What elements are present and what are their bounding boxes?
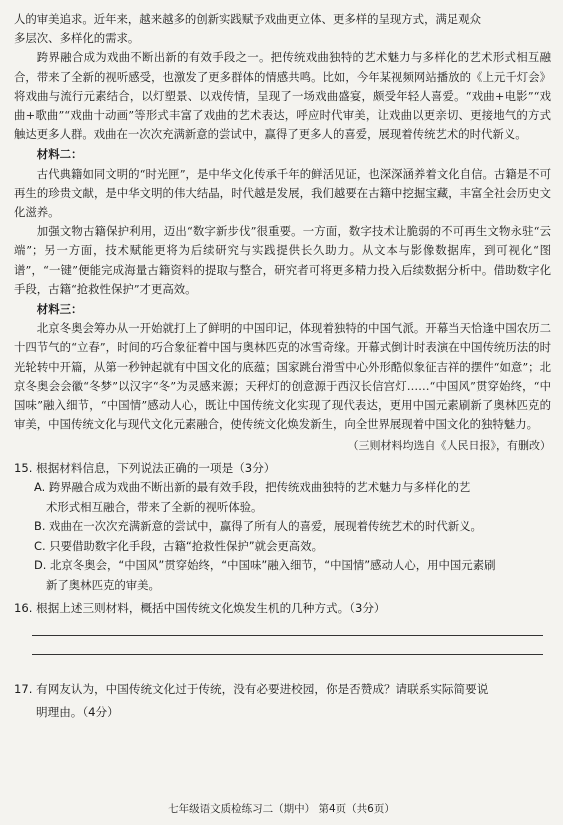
material-1-continuation [14,10,551,144]
option-a-line-2: 术形式相互融合，带来了全新的视听体验。 [46,499,263,514]
question-16-stem: 16. 根据上述三则材料，概括中国传统文化焕发生机的几种方式。（3分） [14,601,386,616]
option-c: C. 只要借助数字化手段，古籍“抢救性保护”就会更高效。 [34,538,323,553]
material-2-paragraph-1: 古代典籍如同文明的“时光匣”，是中华文化传承千年的鲜活见证，也深深涵养着文化自信。古籍是不可再生的珍贵文献，是中华文明的伟大结晶，时代越是发展，我们越要在古籍中挖掘宝藏，丰富全社会历史文化滋养。 [14,166,551,220]
material-1-line-1: 人的审美追求。近年来，越来越多的创新实践赋予戏曲更立体、更多样的呈现方式，满足观众 [14,12,482,26]
question-15-stem: 15. 根据材料信息，下列说法正确的一项是（3分） [14,461,276,476]
material-1-line-2: 多层次、多样化的需求。 [14,31,140,46]
answer-line-2[interactable] [32,654,543,655]
material-2-paragraph-2: 加强文物古籍保护利用，迈出“数字新步伐”很重要。一方面，数字技术让脆弱的不可再生文物永驻“云端”；另一方面，技术赋能更将为后续研究与实践提供长久助力。从文本与影像数据库，到可视化“图谱”，“一键”便能完成海量古籍资料的提取与整合，研究者可将更多精力投入后续数据分析中。借助数字化手段，古籍“抢救性保护”才更高效。 [14,224,551,296]
question-17-line-2: 明理由。（4分） [36,705,119,720]
material-3-heading: 材料三： [36,302,83,317]
question-17 [14,679,551,722]
option-b: B. 戏曲在一次次充满新意的尝试中，赢得了所有人的喜爱，展现着传统艺术的时代新义。 [34,519,482,534]
material-2 [14,145,551,299]
material-1-paragraph-2: 跨界融合成为戏曲不断出新的有效手段之一。把传统戏曲独特的艺术魅力与多样化的艺术形式相互融合，带来了全新的视听感受，也激发了更多群体的情感共鸣。比如，今年某视频网站播放的《上元千灯会》将戏曲与流行元素结合，以灯塑景、以戏传情，呈现了一场戏曲盛宴，颇受年轻人喜爱。“戏曲+电影”“戏曲+歌曲”“戏曲十动画”等形式丰富了戏曲的艺术表达，呼应时代审美，让戏曲以更亲切、更接地气的方式触达更多人群。戏曲在一次次充满新意的尝试中，赢得了更多人的喜爱，展现着传统艺术的时代新义。 [14,50,551,142]
material-3 [14,300,551,455]
option-d-line-1: D. 北京冬奥会，“中国风”贯穿始终，“中国味”融入细节，“中国情”感动人心，用中国元素刷 [34,558,496,573]
question-17-line-1: 17. 有网友认为，中国传统文化过于传统，没有必要进校园，你是否赞成？请联系实际简要说 [14,682,489,697]
question-16 [14,598,551,655]
option-a-line-1: A. 跨界融合成为戏曲不断出新的最有效手段，把传统戏曲独特的艺术魅力与多样化的艺 [34,480,471,495]
material-3-paragraph-1: 北京冬奥会筹办从一开始就打上了鲜明的中国印记，体现着独特的中国气派。开幕当天恰逢中国农历二十四节气的“立春”，时间的巧合象征着中国与奥林匹克的冰雪奇缘。开幕式倒计时表演在中国传统历法的时光轮转中开篇，从第一秒钟起就有中国文化的底蕴；国家跳台滑雪中心外形酷似象征吉祥的摆件“如意”；北京冬奥会会徽“冬梦”以汉字“冬”为灵感来源；天秤灯的创意源于西汉长信宫灯……“中国风”贯穿始终，“中国味”融入细节，“中国情”感动人心，既让中国传统文化实现了现代表达，更用中国元素刷新了奥林匹克的审美，中国传统文化与现代文化元素融合，使传统文化焕发新生，向全世界展现着中国文化的独特魅力。 [14,321,551,432]
page-footer: 七年级语文质检练习二（期中） 第4页（共6页） [168,803,395,815]
question-15 [14,458,551,595]
answer-line-1[interactable] [32,635,543,636]
material-source-note: （三则材料均选自《人民日报》，有删改） [347,439,551,453]
material-2-heading: 材料二： [36,147,83,162]
option-d-line-2: 新了奥林匹克的审美。 [46,577,160,592]
